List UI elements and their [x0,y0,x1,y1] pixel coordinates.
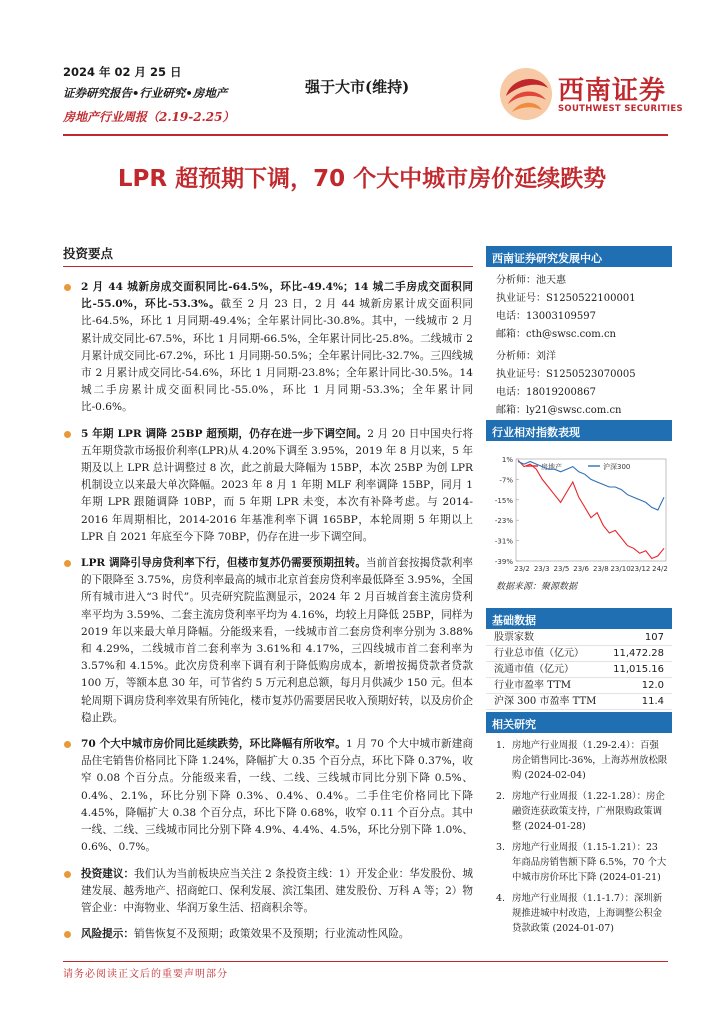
x-tick-label: 23/5 [553,565,570,573]
related-item[interactable] [486,891,672,936]
stats-label: 沪深 300 市盈率 TTM [494,696,597,707]
analyst-1-phone: 电话：13003109597 [496,311,596,322]
investment-highlights [63,244,473,943]
related-item[interactable] [486,840,672,885]
bullet-heading: 投资建议： [81,867,135,880]
basic-data-title: 基础数据 [486,608,672,629]
company-logo [498,66,688,122]
footer-divider [63,961,668,962]
x-tick-label: 24/2 [652,565,668,573]
stats-value: 12.0 [641,680,664,691]
series-line-real-estate [518,460,664,558]
bullet-dot-icon [64,284,71,291]
related-text: 房地产行业周报（1.15-1.21）：23 年商品房销售额下降 6.5%，70 个大中城市房价环比下降 (2024-01-21) [512,842,667,883]
bullet-text: 截至 2 月 23 日，2 月 44 城新房累计成交面积同比-64.5%，环比 1 月同期-49.4%；全年累计同比-30.8%。其中，一线城市 2 月累计成交同比-67.5%，环比 1 月同期-66.5%，全年累计同比-25.8%。二线城市 2 月累计成交同比-67.2%，环比 1 月同期-50.5%；全年累计同比-32.7%。三四线城市 2 月累计成交同比-54.6%，环比 1 月同期-23.8%；全年累计同比-30.5%。14 城二手房累计成交面积同比-55.0%，环比 1 月同期-53.3%；全年累计同比-0.6%。 [81,298,473,414]
stats-label: 流通市值（亿元） [494,664,574,675]
analyst-2-email[interactable]: 邮箱：ly21@swsc.com.cn [496,405,622,416]
stats-value: 11.4 [641,696,664,707]
analyst-1-name: 分析师：池天惠 [496,275,566,286]
basic-data-bar [486,608,672,629]
related-research-list [486,738,672,936]
x-tick-label: 23/12 [630,565,651,573]
x-tick-label: 23/3 [533,565,550,573]
legend-label: 房地产 [541,463,562,471]
related-num: 2. [496,791,505,802]
analyst-2-name: 分析师：刘洋 [496,351,556,362]
bullet-dot-icon [64,431,71,438]
bullet-dot-icon [64,560,71,567]
bullet-heading: 风险提示： [81,928,134,941]
chart-frame [516,459,666,561]
analyst-1-email[interactable]: 邮箱：cth@swsc.com.cn [496,329,616,340]
highlight-bullet [63,926,473,943]
highlight-bullet [63,555,473,727]
x-tick-label: 23/8 [592,565,609,573]
bullet-text: 1 月 70 个大中城市新建商品住宅销售价格同比下降 1.24%，降幅扩大 0.35 个百分点，环比下降 0.37%，收窄 0.08 个百分点。分能级来看，一线、二线、三线城市同比分别下降 0.5%、0.4%、2.1%，环比分别下降 0.3%、0.4%、0.4%。二手住宅价格同比下降 4.45%，降幅扩大 0.38 个百分点，环比下降 0.68%，收窄 0.11 个百分点。其中一线、二线、三线城市同比分别下降 4.9%、4.4%、4.5%，环比分别下降 1.0%、0.6%、0.7%。 [81,738,473,854]
bullet-text: 当前首套按揭贷款利率的下限降至 3.75%，房贷利率最高的城市北京首套房贷利率最低降至 3.95%，全国所有城市进入“3 时代”。贝壳研究院监测显示，2024 年 2 月百城首套主流房贷利率平均为 3.59%、二套主流房贷利率平均为 4.16%，均较上月降低 25BP，同样为 2019 年以来最大单月降幅。分能级来看，一线城市首二套房贷利率分别为 3.88%和 4.29%，二线城市首二套利率为 3.61%和 4.17%，三四线城市首二套利率为 3.57%和 4.15%。此次房贷利率下调有利于降低购房成本，新增按揭贷款者贷款 100 万，等额本息 30 年，可节省约 5 万元利息总额，每月月供减少 150 元。但本轮周期下调房贷利率效果有所钝化，楼市复苏仍需要居民收入预期好转，以及房价企稳止跌。 [81,557,474,724]
logo-text-cn: 西南证券 [558,76,667,106]
highlight-bullet [63,426,473,546]
bullet-dot-icon [64,871,71,878]
bullet-heading: LPR 调降引导房贷利率下行，但楼市复苏仍需要预期扭转。 [81,557,367,570]
stats-row [486,646,672,662]
related-num: 1. [496,740,505,751]
bullet-heading: 70 个大中城市房价同比延续跌势，环比降幅有所收窄。 [81,738,346,751]
report-date: 2024 年 02 月 25 日 [63,65,182,79]
series-line-csi300 [518,462,664,511]
stats-label: 股票家数 [494,632,534,643]
x-tick-label: 23/10 [610,565,631,573]
y-tick-label: 1% [501,456,513,464]
bullet-text: 2 月 20 日中国央行将五年期贷款市场报价利率(LPR)从 4.20%下调至 3.95%，2019 年 8 月以来，5 年期及以上 LPR 总计调整过 8 次，此之前最大降幅为 15BP，本次 25BP 为创 LPR 机制设立以来最大单次降幅。2023 年 8 月 1 年期 MLF 利率调降 15BP，同月 1 年期 LPR 跟随调降 10BP，而 5 年期 LPR 未变，本次有补降考虑。与 2014-2016 年周期相比，2014-2016 年基准利率下调 165BP，本轮周期 5 年期以上 LPR 自 2021 年底至今下降 70BP，仍存在进一步下调空间。 [81,427,473,543]
related-text: 房地产行业周报（1.22-1.28）：房企融资连获政策支持，广州限购政策调整 (2024-01-28) [512,791,665,832]
research-center-title: 西南证券研究发展中心 [486,246,672,267]
stats-row [486,678,672,694]
index-chart [486,445,672,575]
research-center-bar [486,246,672,267]
y-tick-label: -31% [494,537,513,546]
related-text: 房地产行业周报（1.29-2.4）：百强房企销售同比-36%，上海苏州放松限购 (2024-02-04) [512,740,668,781]
bullet-text: 销售恢复不及预期；政策效果不及预期；行业流动性风险。 [133,928,410,941]
analyst-info [486,272,672,420]
stats-label: 行业市盈率 TTM [494,680,571,691]
logo-text-en: SOUTHWEST SECURITIES [558,104,683,114]
related-research-title: 相关研究 [486,712,672,733]
stats-value: 11,472.28 [613,648,664,659]
related-item[interactable] [486,789,672,834]
related-num: 3. [496,842,505,853]
y-tick-label: -7% [499,476,513,485]
chart-source: 数据来源：聚源数据 [496,582,578,592]
report-week: 房地产行业周报（2.19-2.25） [63,110,235,124]
y-tick-label: -39% [494,558,513,566]
stats-value: 107 [644,632,664,643]
legend-label: 沪深300 [603,463,631,471]
rating: 强于大市(维持) [305,78,410,96]
index-performance-title: 行业相对指数表现 [486,420,672,441]
bullet-text: 我们认为当前板块应当关注 2 条投资主线：1）开发企业：华发股份、城建发展、越秀地产、招商蛇口、保利发展、滨江集团、建发股份、万科 A 等；2）物管企业：中海物业、华润万象生活、招商积余等。 [81,867,473,914]
x-tick-label: 23/6 [573,565,590,573]
y-tick-label: -23% [494,517,513,526]
header-divider [63,134,668,136]
footer-disclaimer[interactable]: 请务必阅读正文后的重要声明部分 [63,969,228,980]
stats-label: 行业总市值（亿元） [494,648,584,659]
highlight-bullet [63,279,473,417]
y-tick-label: -15% [494,496,513,505]
x-tick-label: 23/2 [514,565,530,573]
highlight-bullet [63,866,473,918]
index-performance-bar [486,420,672,441]
related-item[interactable] [486,738,672,783]
basic-data-table [486,630,672,710]
stats-row [486,694,672,710]
report-category: 证券研究报告•行业研究•房地产 [63,86,228,100]
logo-mark-icon [498,66,554,122]
index-chart-wrap [486,445,672,592]
related-text: 房地产行业周报（1.1-1.7）：深圳新规推进城中村改造，上海调整公积金贷款政策 (2024-01-07) [512,893,663,934]
related-num: 4. [496,893,505,904]
bullet-dot-icon [64,741,71,748]
analyst-2-cert: 执业证号：S1250523070005 [496,369,636,380]
analyst-2-phone: 电话：18019200867 [496,387,596,398]
bullet-heading: 2 月 44 城新房成交面积同比-64.5%，环比-49.4%；14 城二手房成交面积同比-55.0%，环比-53.3%。 [81,281,473,311]
bullet-heading: 5 年期 LPR 调降 25BP 超预期，仍存在进一步下调空间。 [81,427,368,440]
related-research-bar [486,712,672,733]
report-title: LPR 超预期下调，70 个大中城市房价延续跌势 [117,166,607,192]
highlight-bullet [63,736,473,856]
analyst-1-cert: 执业证号：S1250522100001 [496,293,636,304]
section-title: 投资要点 [63,244,473,267]
stats-row [486,630,672,646]
bullet-dot-icon [64,931,71,938]
stats-row [486,662,672,678]
stats-value: 11,015.16 [613,664,664,675]
